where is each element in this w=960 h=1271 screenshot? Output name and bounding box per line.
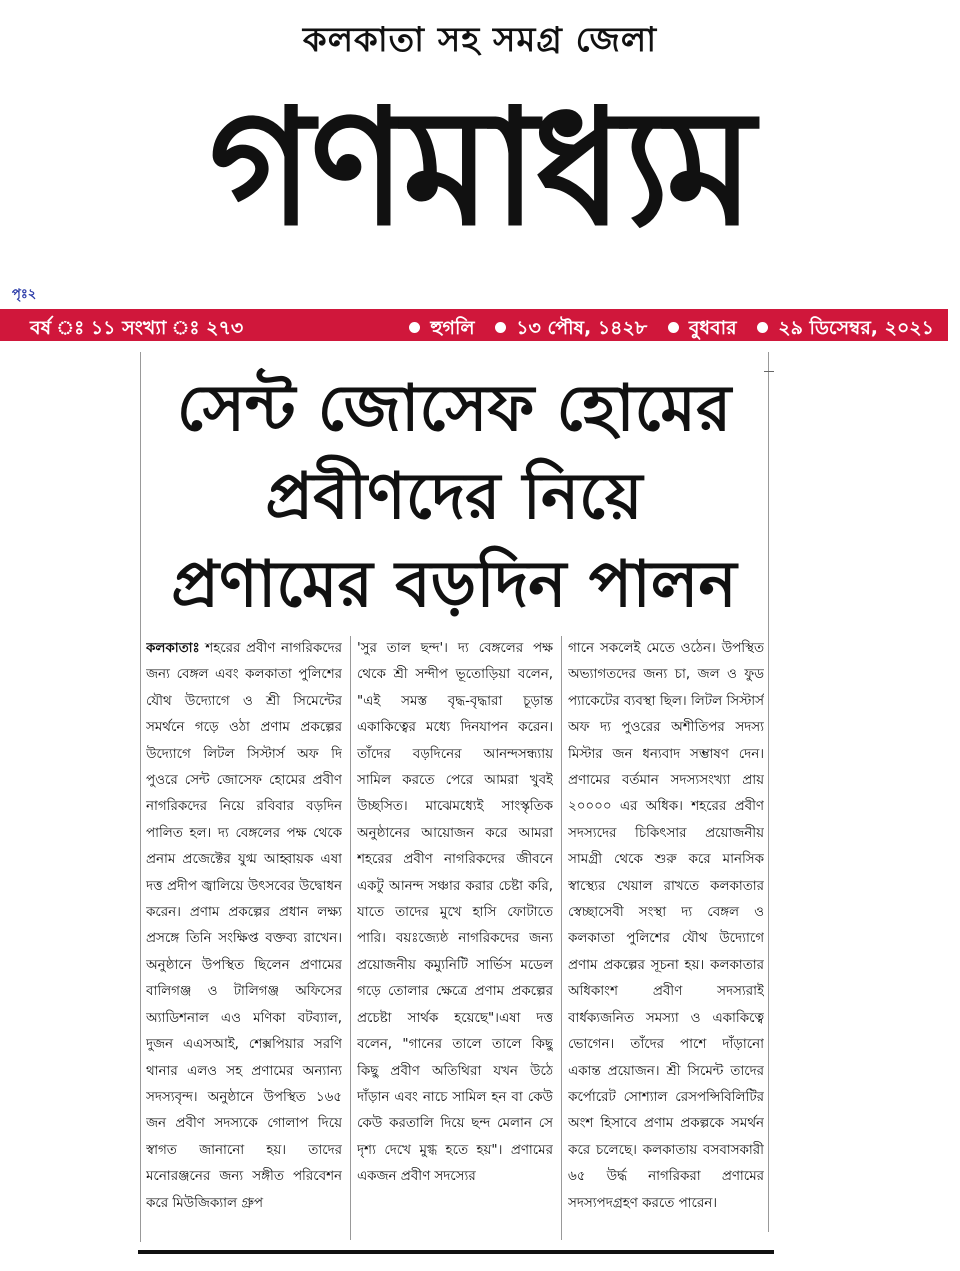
bottom-rule — [138, 1250, 774, 1254]
article-left-rule — [140, 352, 141, 1242]
headline-line: প্রবীণদের নিয়ে — [265, 460, 643, 534]
bullet-icon — [757, 322, 768, 333]
article-column-1 — [146, 636, 342, 1240]
dateline-place: হুগলি — [430, 317, 475, 339]
page-number: পৃঃ২ — [12, 287, 37, 302]
dateline-band — [0, 309, 948, 341]
masthead-tagline: কলকাতা সহ সমগ্র জেলা — [302, 20, 658, 60]
dateline-date: ২৯ ডিসেম্বর, ২০২১ — [778, 317, 934, 339]
newspaper-masthead: গণমাধ্যম — [209, 73, 751, 261]
article-column-3: গানে সকলেই মেতে ওঠেন। উপস্থিত অভ্যাগতদের জন্য চা, জল ও ফুড প্যাকেটের ব্যবস্থা ছিল। লিটল সিস্টার্স অফ দ্য পুওরের অশীতিপর সদস্য মিস্টার জন ধন্যবাদ সম্ভাষণ দেন। প্রণামের বর্তমান সদস্যসংখ্যা প্রায় ২০০০০ এর অধিক। শহরের প্রবীণ সদস্যদের চিকিৎসার প্রয়োজনীয় সামগ্রী থেকে শুরু করে মানসিক স্বাস্থ্যের খেয়াল রাখতে কলকাতার স্বেচ্ছাসেবী সংস্থা দ্য বেঙ্গল ও কলকাতা পুলিশের যৌথ উদ্যোগে প্রণাম প্রকল্পের সূচনা হয়। কলকাতার অধিকাংশ প্রবীণ সদস্যরাই বার্ধক্যজনিত সমস্যা ও একাকিত্বে ভোগেন। তাঁদের পাশে দাঁড়ানো একান্ত প্রয়োজন। শ্রী সিমেন্ট তাদের কর্পোরেট সোশ্যাল রেসপন্সিবিলিটির অংশ হিসাবে প্রণাম প্রকল্পকে সমর্থন করে চলেছে। কলকাতায় বসবাসকারী ৬৫ উর্দ্ধ নাগরিকরা প্রণামের সদস্যপদগ্রহণ করতে পারেন। — [568, 641, 764, 1211]
headline-line: সেন্ট জোসেফ হোমের — [176, 372, 732, 446]
article-body — [146, 636, 764, 1240]
article-dateline: কলকাতাঃ — [146, 641, 200, 656]
dateline-bengali-date: ১৩ পৌষ, ১৪২৮ — [516, 317, 648, 339]
bullet-icon — [409, 322, 420, 333]
issue-number: বর্ষ ঃ ১১ সংখ্যা ঃ ২৭৩ — [30, 317, 244, 339]
article-column-2: 'সুর তাল ছন্দ'। দ্য বেঙ্গলের পক্ষ থেকে শ্রী সন্দীপ ভূতোড়িয়া বলেন, "এই সমস্ত বৃদ্ধ-বৃদ্ধারা চূড়ান্ত একাকিত্বের মধ্যে দিনযাপন করেন। তাঁদের বড়দিনের আনন্দসন্ধ্যায় সামিল করতে পেরে আমরা খুবই উচ্ছসিত। মাঝেমধ্যেই সাংস্কৃতিক অনুষ্ঠানের আয়োজন করে আমরা শহরের প্রবীণ নাগরিকদের জীবনে একটু আনন্দ সঞ্চার করার চেষ্টা করি, যাতে তাদের মুখে হাসি ফোটাতে পারি। বয়ঃজ্যেষ্ঠ নাগরিকদের জন্য প্রয়োজনীয় কম্যুনিটি সার্ভিস মডেল গড়ে তোলার ক্ষেত্রে প্রণাম প্রকল্পের প্রচেষ্টা সার্থক হয়েছে"।এষা দত্ত বলেন, "গানের তালে তালে কিছু কিছু প্রবীণ অতিথিরা যখন উঠে দাঁড়ান এবং নাচে সামিল হন বা কেউ কেউ করতালি দিয়ে ছন্দ মেলান সে দৃশ্য দেখে মুগ্ধ হতে হয়"। প্রণামের একজন প্রবীণ সদস্যের — [357, 641, 553, 1185]
article-headline — [142, 365, 766, 629]
dateline-details — [395, 314, 934, 346]
bullet-icon — [495, 322, 506, 333]
headline-line: প্রণামের বড়দিন পালন — [171, 548, 737, 622]
dateline-weekday: বুধবার — [688, 317, 737, 339]
bullet-icon — [668, 322, 679, 333]
column-divider — [350, 636, 351, 1240]
article-column-1-text: শহরের প্রবীণ নাগরিকদের জন্য বেঙ্গল এবং কলকাতা পুলিশের যৌথ উদ্যোগে ও শ্রী সিমেন্টের সমর্থনে গড়ে ওঠা প্রণাম প্রকল্পের উদ্যোগে লিটল সিস্টার্স অফ দি পুওরে সেন্ট জোসেফ হোমের প্রবীণ নাগরিকদের নিয়ে রবিবার বড়দিন পালিত হল। দ্য বেঙ্গলের পক্ষ থেকে প্রনাম প্রজেক্টের যুগ্ম আহ্বায়ক এষা দত্ত প্রদীপ জ্বালিয়ে উৎসবের উদ্বোধন করেন। প্রণাম প্রকল্পের প্রধান লক্ষ্য প্রসঙ্গে তিনি সংক্ষিপ্ত বক্তব্য রাখেন। অনুষ্ঠানে উপস্থিত ছিলেন প্রণামের বালিগঞ্জ ও টালিগঞ্জ অফিসের অ্যাডিশনাল এও মণিকা বটব্যাল, দুজন এএসআই, শেক্সপিয়ার সরণি থানার এলও সহ প্রণামের অন্যান্য সদস্যবৃন্দ। অনুষ্ঠানে উপস্থিত ১৬৫ জন প্রবীণ সদস্যকে গোলাপ দিয়ে স্বাগত জানানো হয়। তাদের মনোরঞ্জনের জন্য সঙ্গীত পরিবেশন করে মিউজিক্যাল গ্রুপ — [146, 641, 342, 1211]
article-right-rule — [768, 352, 769, 1232]
column-divider — [561, 636, 562, 1240]
